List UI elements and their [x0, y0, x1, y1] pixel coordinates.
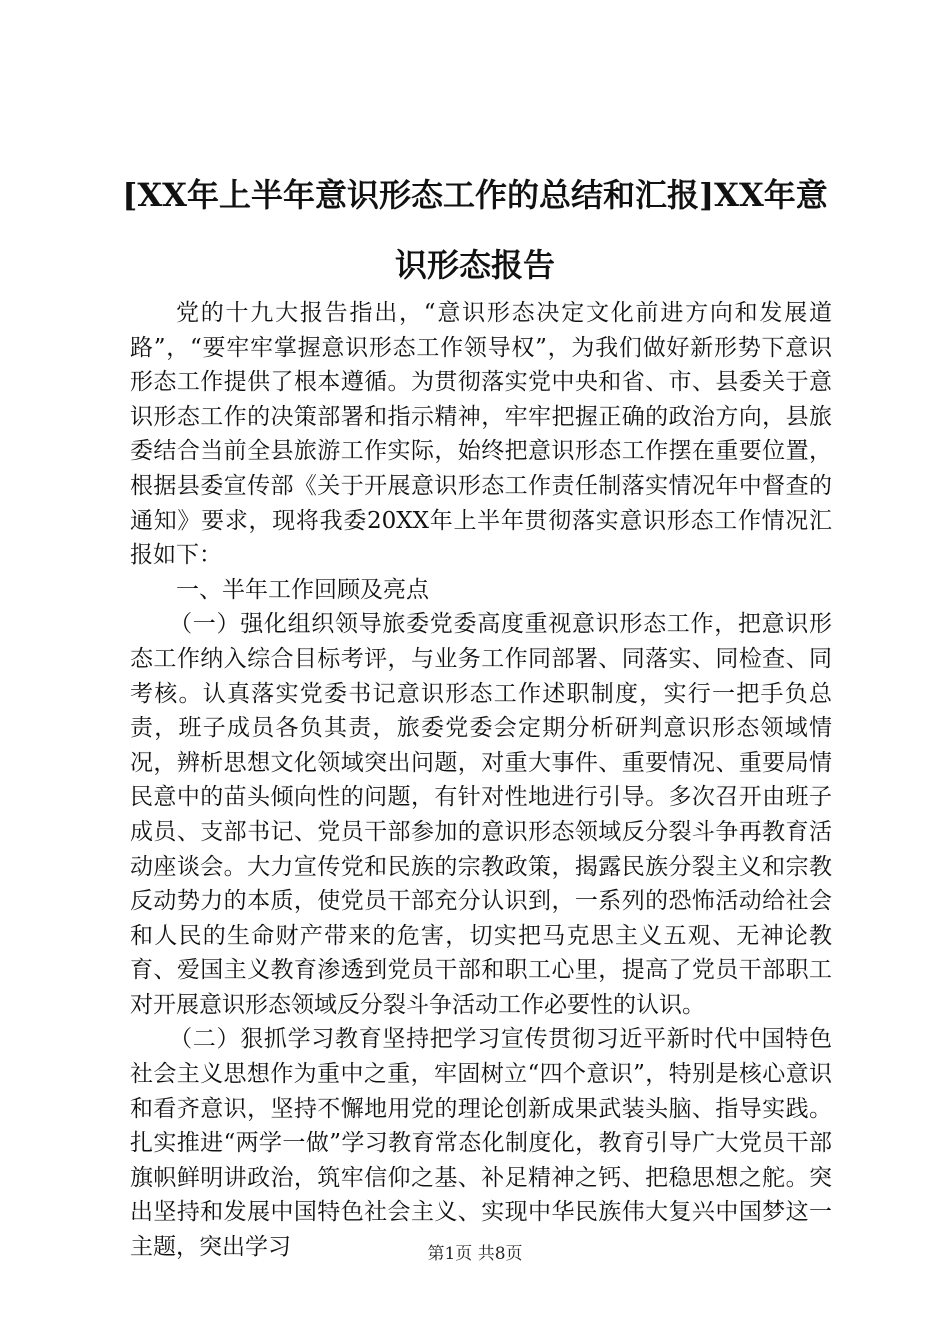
section-paragraph-1: （一）强化组织领导旅委党委高度重视意识形态工作，把意识形态工作纳入综合目标考评，与业务工作同部署、同落实、同检查、同考核。认真落实党委书记意识形态工作述职制度，实行一把手负总责，班子成员各负其责，旅委党委会定期分析研判意识形态领域情况，辨析思想文化领域突出问题，对重大事件、重要情况、重要局情民意中的苗头倾向性的问题，有针对性地进行引导。多次召开由班子成员、支部书记、党员干部参加的意识形态领域反分裂斗争再教育活动座谈会。大力宣传党和民族的宗教政策，揭露民族分裂主义和宗教反动势力的本质，使党员干部充分认识到，一系列的恐怖活动给社会和人民的生命财产带来的危害，切实把马克思主义五观、无神论教育、爱国主义教育渗透到党员干部和职工心里，提高了党员干部职工对开展意识形态领域反分裂斗争活动工作必要性的认识。 — [130, 611, 832, 1018]
section-heading: 一、半年工作回顾及亮点 — [176, 576, 429, 603]
section-paragraph-2: （二）狠抓学习教育坚持把学习宣传贯彻习近平新时代中国特色社会主义思想作为重中之重，牢固树立“四个意识”，特别是核心意识和看齐意识，坚持不懈地用党的理论创新成果武装头脑、指导实践。扎实推进“两学一做”学习教育常态化制度化，教育引导广大党员干部旗帜鲜明讲政治，筑牢信仰之基、补足精神之钙、把稳思想之舵。突出坚持和发展中国特色社会主义、实现中华民族伟大复兴中国梦这一主题，突出学习 — [130, 1026, 832, 1261]
intro-paragraph: 党的十九大报告指出，“意识形态决定文化前进方向和发展道路”，“要牢牢掌握意识形态工作领导权”，为我们做好新形势下意识形态工作提供了根本遵循。为贯彻落实党中央和省、市、县委关于意识形态工作的决策部署和指示精神，牢牢把握正确的政治方向，县旅委结合当前全县旅游工作实际，始终把意识形态工作摆在重要位置，根据县委宣传部《关于开展意识形态工作责任制落实情况年中督查的通知》要求，现将我委20XX年上半年贯彻落实意识形态工作情况汇报如下： — [130, 300, 832, 569]
document-title: [XX年上半年意识形态工作的总结和汇报]XX年意识形态报告 — [122, 176, 828, 284]
document-body — [130, 296, 832, 1265]
page-number-footer: 第1页 共8页 — [427, 1244, 523, 1264]
